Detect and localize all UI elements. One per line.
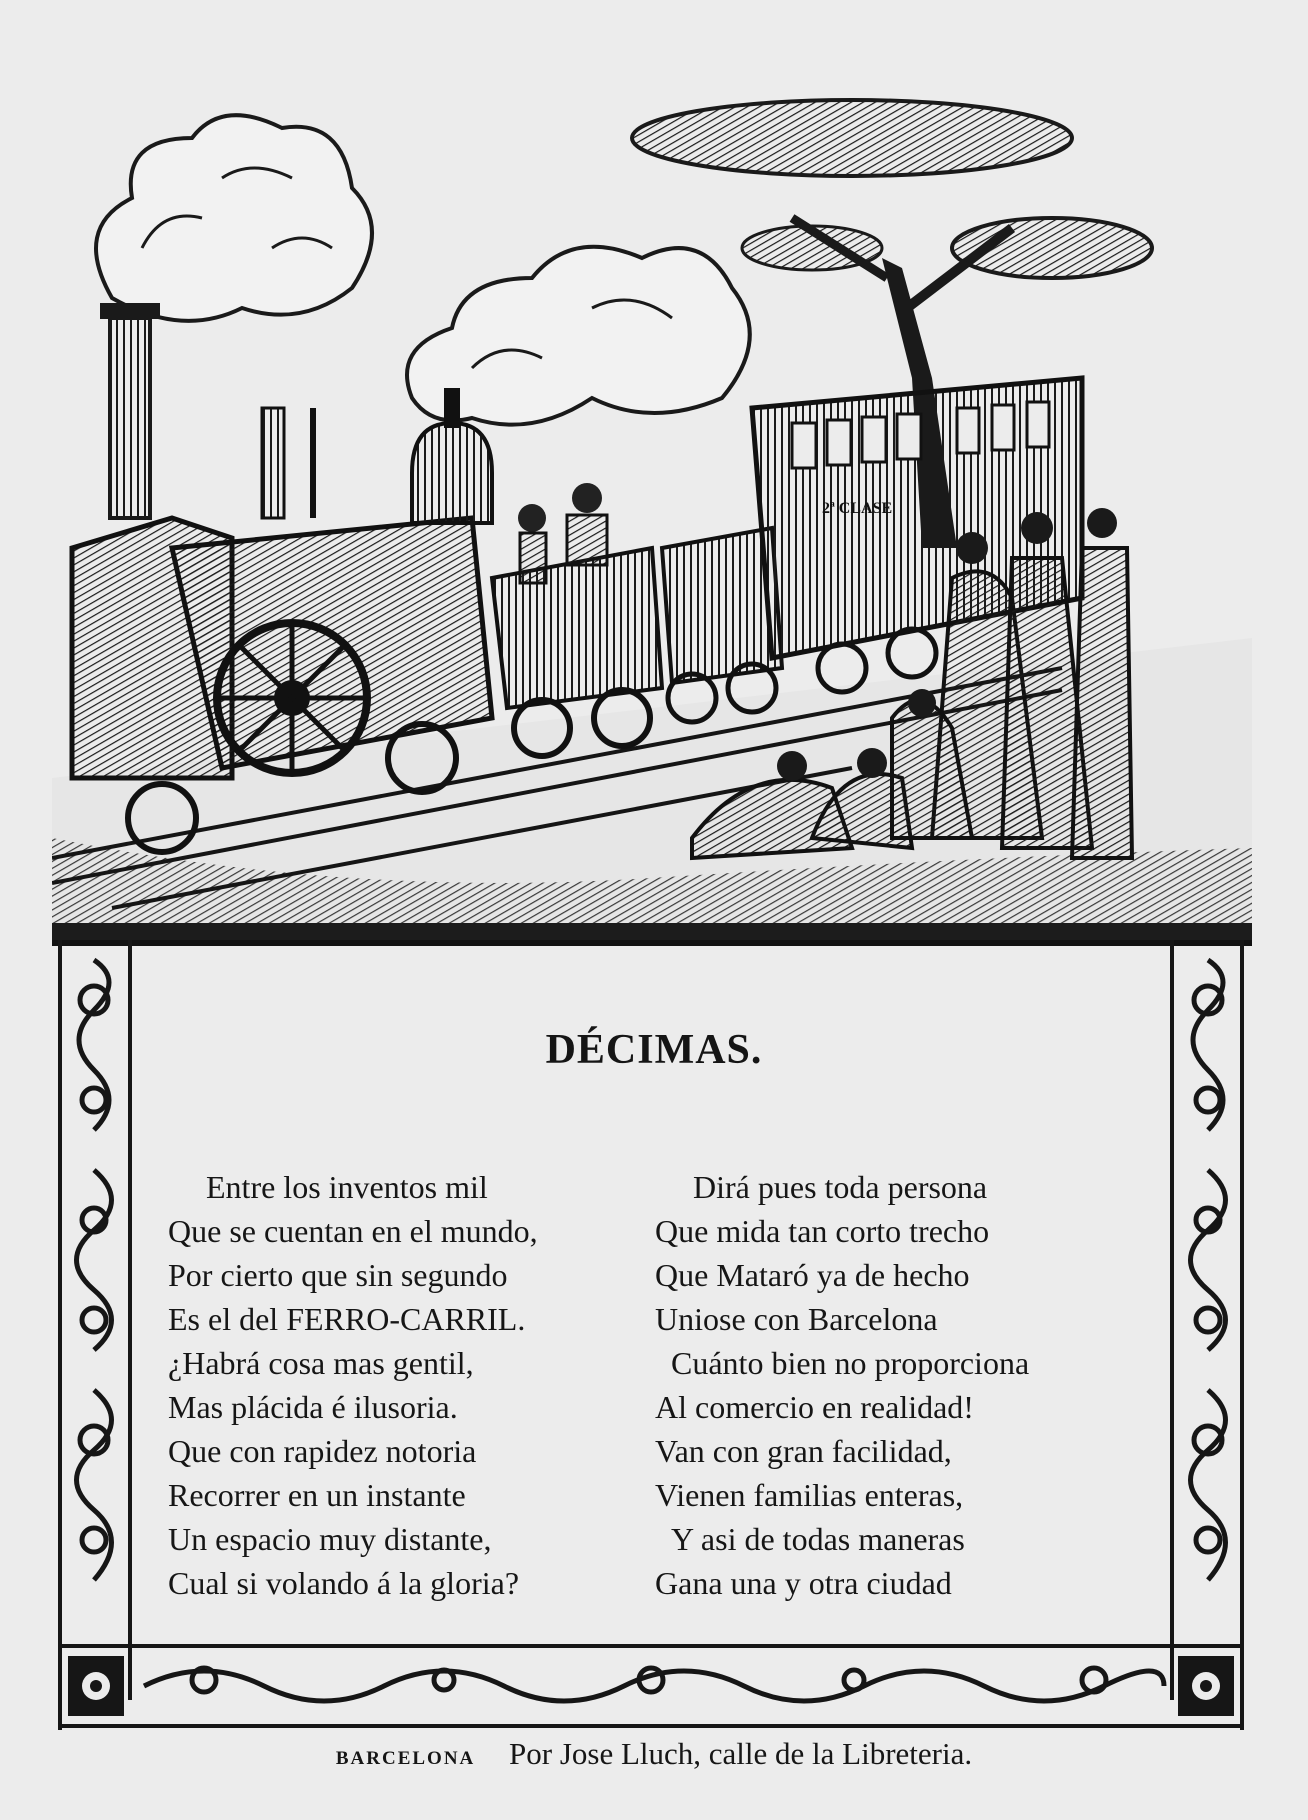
verse-line: Vienen familias enteras, <box>655 1477 964 1513</box>
verse-line: Van con gran facilidad, <box>655 1433 952 1469</box>
page-title: DÉCIMAS. <box>545 1027 763 1073</box>
verse-line: Que se cuentan en el mundo, <box>168 1213 538 1249</box>
verse-line: Uniose con Barcelona <box>655 1301 938 1337</box>
verse-line: Mas plácida é ilusoria. <box>168 1389 458 1425</box>
imprint-city: BARCELONA <box>335 1748 476 1769</box>
stanza-left <box>168 1165 648 1605</box>
verse-line: Dirá pues toda persona <box>693 1169 988 1205</box>
verse-line: Un espacio muy distante, <box>168 1521 492 1557</box>
verse-line: Que con rapidez notoria <box>168 1433 477 1469</box>
locomotive-chimney <box>100 303 160 518</box>
verse-line: Que mida tan corto trecho <box>655 1213 990 1249</box>
verse-line: Entre los inventos mil <box>206 1169 488 1205</box>
bottom-border-vine <box>144 1668 1164 1701</box>
printer-imprint <box>0 1736 1308 1772</box>
verse-line: Recorrer en un instante <box>168 1477 466 1513</box>
verse-line: Cual si volando á la gloria? <box>168 1565 520 1601</box>
verse-line: Que Mataró ya de hecho <box>655 1257 970 1293</box>
verse-line: Cuánto bien no proporciona <box>671 1345 1030 1381</box>
imprint-text: Por Jose Lluch, calle de la Libreteria. <box>509 1736 973 1771</box>
verse-line: Por cierto que sin segundo <box>168 1257 508 1293</box>
verse-line: Al comercio en realidad! <box>655 1389 974 1425</box>
train-woodcut-illustration <box>52 78 1252 948</box>
verse-line: Es el del FERRO-CARRIL. <box>168 1301 526 1337</box>
verse-line: ¿Habrá cosa mas gentil, <box>168 1345 474 1381</box>
stanza-right <box>655 1165 1135 1605</box>
corner-rosettes <box>68 1656 1234 1716</box>
verse-line: Gana una y otra ciudad <box>655 1565 952 1601</box>
carriage-class-label: 2ª CLASE <box>822 500 893 517</box>
smoke-clouds <box>96 115 750 425</box>
verse-line: Y asi de todas maneras <box>671 1521 965 1557</box>
